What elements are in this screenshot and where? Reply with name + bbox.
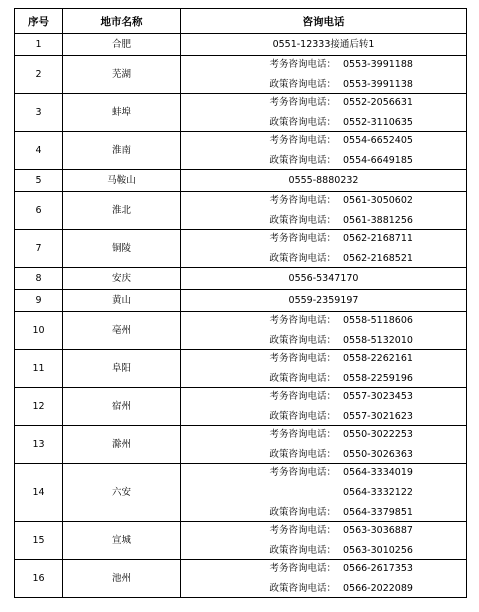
phone-line bbox=[181, 233, 466, 245]
table-row bbox=[15, 268, 467, 290]
table-row bbox=[15, 192, 467, 230]
table-row bbox=[15, 290, 467, 312]
phone-cell bbox=[181, 560, 467, 598]
header-phone: 咨询电话 bbox=[181, 9, 467, 34]
table-row bbox=[15, 464, 467, 522]
phone-number: 0553-3991138 bbox=[343, 78, 413, 90]
phone-number: 0558-2259196 bbox=[343, 372, 413, 384]
phone-line bbox=[181, 79, 466, 91]
city-name: 六安 bbox=[63, 464, 181, 522]
phone-cell bbox=[181, 388, 467, 426]
phone-number: 0556-5347170 bbox=[181, 268, 467, 290]
table-row bbox=[15, 170, 467, 192]
phone-line bbox=[181, 315, 466, 327]
phone-cell bbox=[181, 522, 467, 560]
table-body bbox=[15, 34, 467, 598]
phone-label: 政策咨询电话： bbox=[269, 116, 336, 128]
city-name: 淮北 bbox=[63, 192, 181, 230]
phone-cell bbox=[181, 94, 467, 132]
phone-line bbox=[181, 155, 466, 167]
table-row bbox=[15, 522, 467, 560]
phone-line bbox=[181, 545, 466, 557]
phone-number: 0562-2168521 bbox=[343, 252, 413, 264]
row-number: 11 bbox=[15, 350, 63, 388]
phone-number: 0551-12333接通后转1 bbox=[181, 34, 467, 56]
phone-label: 考务咨询电话： bbox=[269, 562, 336, 574]
phone-line bbox=[181, 525, 466, 537]
row-number: 5 bbox=[15, 170, 63, 192]
phone-label: 考务咨询电话： bbox=[269, 390, 336, 402]
city-name: 安庆 bbox=[63, 268, 181, 290]
phone-label: 政策咨询电话： bbox=[269, 544, 336, 556]
phone-label: 考务咨询电话： bbox=[269, 352, 336, 364]
phone-cell bbox=[181, 312, 467, 350]
phone-number: 0566-2617353 bbox=[343, 562, 413, 574]
phone-number: 0554-6649185 bbox=[343, 154, 413, 166]
phone-line bbox=[181, 353, 466, 365]
row-number: 6 bbox=[15, 192, 63, 230]
phone-cell bbox=[181, 464, 467, 522]
phone-number: 0555-8880232 bbox=[181, 170, 467, 192]
table-row bbox=[15, 426, 467, 464]
phone-label: 政策咨询电话： bbox=[269, 252, 336, 264]
phone-cell bbox=[181, 192, 467, 230]
phone-line bbox=[181, 135, 466, 147]
phone-line bbox=[181, 59, 466, 71]
phone-label: 政策咨询电话： bbox=[269, 154, 336, 166]
row-number: 4 bbox=[15, 132, 63, 170]
table-row bbox=[15, 388, 467, 426]
phone-number: 0558-5118606 bbox=[343, 314, 413, 326]
city-name: 铜陵 bbox=[63, 230, 181, 268]
phone-line bbox=[181, 335, 466, 347]
phone-line bbox=[181, 411, 466, 423]
phone-label: 考务咨询电话： bbox=[269, 96, 336, 108]
phone-number: 0562-2168711 bbox=[343, 232, 413, 244]
row-number: 8 bbox=[15, 268, 63, 290]
phone-number: 0550-3026363 bbox=[343, 448, 413, 460]
city-name: 亳州 bbox=[63, 312, 181, 350]
row-number: 16 bbox=[15, 560, 63, 598]
phone-number: 0550-3022253 bbox=[343, 428, 413, 440]
phone-line bbox=[181, 195, 466, 207]
phone-number: 0563-3010256 bbox=[343, 544, 413, 556]
city-name: 蚌埠 bbox=[63, 94, 181, 132]
city-name: 合肥 bbox=[63, 34, 181, 56]
phone-line bbox=[181, 97, 466, 109]
phone-cell bbox=[181, 426, 467, 464]
row-number: 15 bbox=[15, 522, 63, 560]
city-name: 阜阳 bbox=[63, 350, 181, 388]
phone-number: 0561-3881256 bbox=[343, 214, 413, 226]
table-row bbox=[15, 230, 467, 268]
phone-label: 考务咨询电话： bbox=[269, 58, 336, 70]
phone-label: 考务咨询电话： bbox=[269, 466, 336, 478]
phone-number: 0563-3036887 bbox=[343, 524, 413, 536]
phone-line bbox=[181, 467, 466, 479]
table-header-row bbox=[15, 9, 467, 34]
phone-line bbox=[181, 449, 466, 461]
phone-line bbox=[181, 253, 466, 265]
phone-number: 0564-3334019 bbox=[343, 466, 413, 478]
phone-cell bbox=[181, 132, 467, 170]
phone-label: 政策咨询电话： bbox=[269, 214, 336, 226]
city-name: 淮南 bbox=[63, 132, 181, 170]
phone-label: 政策咨询电话： bbox=[269, 334, 336, 346]
phone-label: 考务咨询电话： bbox=[269, 428, 336, 440]
city-name: 滁州 bbox=[63, 426, 181, 464]
phone-number: 0564-3332122 bbox=[343, 486, 413, 498]
phone-number: 0553-3991188 bbox=[343, 58, 413, 70]
city-name: 马鞍山 bbox=[63, 170, 181, 192]
table-row bbox=[15, 56, 467, 94]
city-name: 池州 bbox=[63, 560, 181, 598]
phone-number: 0558-2262161 bbox=[343, 352, 413, 364]
phone-number: 0566-2022089 bbox=[343, 582, 413, 594]
city-name: 宣城 bbox=[63, 522, 181, 560]
phone-line bbox=[181, 117, 466, 129]
phone-line bbox=[181, 583, 466, 595]
row-number: 9 bbox=[15, 290, 63, 312]
city-name: 宿州 bbox=[63, 388, 181, 426]
table-row bbox=[15, 560, 467, 598]
table-row bbox=[15, 312, 467, 350]
city-name: 黄山 bbox=[63, 290, 181, 312]
phone-line bbox=[181, 563, 466, 575]
phone-cell bbox=[181, 56, 467, 94]
phone-cell bbox=[181, 350, 467, 388]
city-name: 芜湖 bbox=[63, 56, 181, 94]
row-number: 12 bbox=[15, 388, 63, 426]
phone-line bbox=[181, 215, 466, 227]
phone-label: 考务咨询电话： bbox=[269, 134, 336, 146]
phone-number: 0554-6652405 bbox=[343, 134, 413, 146]
row-number: 14 bbox=[15, 464, 63, 522]
row-number: 1 bbox=[15, 34, 63, 56]
phone-label: 政策咨询电话： bbox=[269, 372, 336, 384]
header-city: 地市名称 bbox=[63, 9, 181, 34]
phone-number: 0557-3021623 bbox=[343, 410, 413, 422]
phone-label: 考务咨询电话： bbox=[269, 194, 336, 206]
phone-cell bbox=[181, 230, 467, 268]
phone-number: 0564-3379851 bbox=[343, 506, 413, 518]
phone-label: 考务咨询电话： bbox=[269, 232, 336, 244]
phone-label: 考务咨询电话： bbox=[269, 314, 336, 326]
row-number: 2 bbox=[15, 56, 63, 94]
phone-label: 政策咨询电话： bbox=[269, 506, 336, 518]
phone-line bbox=[181, 507, 466, 519]
phone-line bbox=[181, 391, 466, 403]
phone-line bbox=[181, 373, 466, 385]
table-row bbox=[15, 34, 467, 56]
phone-number: 0559-2359197 bbox=[181, 290, 467, 312]
phone-label: 政策咨询电话： bbox=[269, 448, 336, 460]
phone-number: 0552-2056631 bbox=[343, 96, 413, 108]
row-number: 7 bbox=[15, 230, 63, 268]
phone-label: 考务咨询电话： bbox=[269, 524, 336, 536]
phone-number: 0557-3023453 bbox=[343, 390, 413, 402]
table-row bbox=[15, 350, 467, 388]
phone-line bbox=[181, 429, 466, 441]
table-row bbox=[15, 94, 467, 132]
phone-label: 政策咨询电话： bbox=[269, 582, 336, 594]
phone-line bbox=[181, 487, 466, 499]
phone-label: 政策咨询电话： bbox=[269, 410, 336, 422]
consultation-phone-table bbox=[14, 8, 467, 598]
phone-number: 0561-3050602 bbox=[343, 194, 413, 206]
phone-number: 0552-3110635 bbox=[343, 116, 413, 128]
table-row bbox=[15, 132, 467, 170]
header-no: 序号 bbox=[15, 9, 63, 34]
phone-number: 0558-5132010 bbox=[343, 334, 413, 346]
phone-label: 政策咨询电话： bbox=[269, 78, 336, 90]
row-number: 3 bbox=[15, 94, 63, 132]
row-number: 10 bbox=[15, 312, 63, 350]
row-number: 13 bbox=[15, 426, 63, 464]
